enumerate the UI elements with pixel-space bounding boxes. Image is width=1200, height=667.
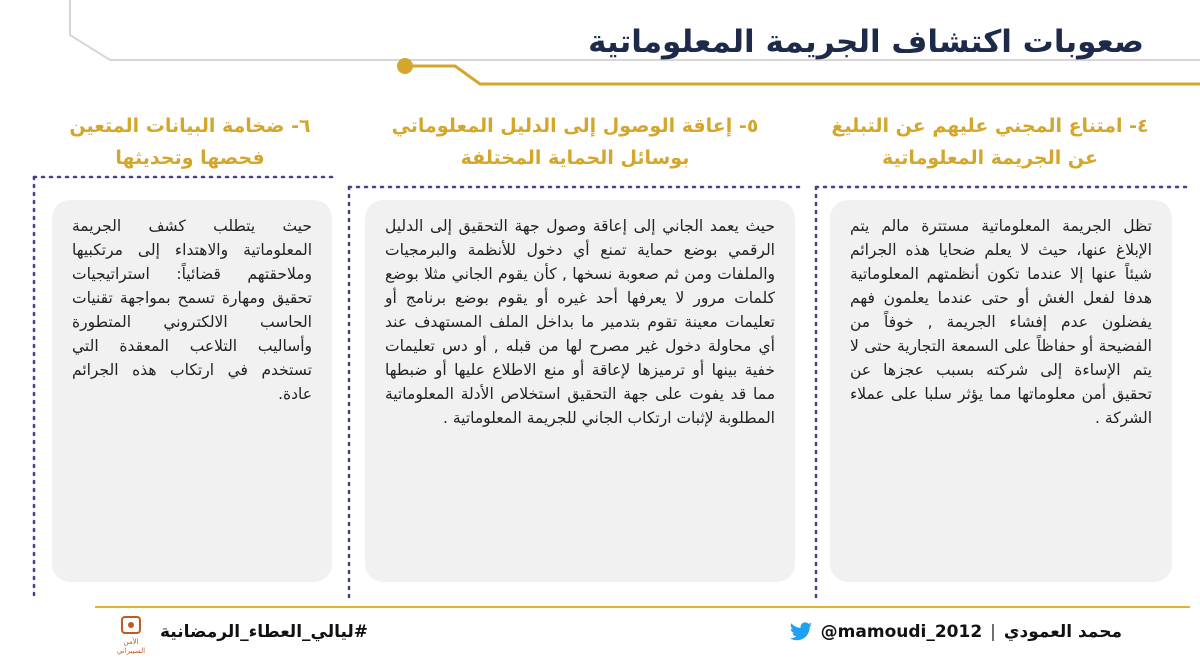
column-6-heading-line2: فحصها وتحديثها (115, 147, 265, 169)
column-5-heading-line2: بوسائل الحماية المختلفة (460, 147, 690, 169)
hashtag: #ليالي_العطاء_الرمضانية (160, 622, 369, 642)
column-5-heading-line1: ٥- إعاقة الوصول إلى الدليل المعلوماتي (391, 115, 759, 137)
column-4-heading-line2: عن الجريمة المعلوماتية (882, 147, 1098, 169)
column-5-card (365, 200, 795, 582)
footer-separator: | (990, 622, 996, 642)
column-5-body: حيث يعمد الجاني إلى إعاقة وصول جهة التحقيق إلى الدليل الرقمي بوضع حماية تمنع أي دخول للأنظمة والبرمجيات والملفات ومن ثم صعوبة نسخها , كأن يقوم الجاني مثلا بوضع كلمات مرور لا يعرفها أحد غيره أو يقوم بوضع برنامج أو تعليمات معينة تقوم بتدمير ما بداخل الملف المستهدف عند أي محاولة دخول غير مصرح لها من قبله , أو دس تعليمات خفية بينها أو ترميزها لإعاقة أو منع الاطلاع عليها أو ضبطها مما قد يفوت على جهة التحقيق استخلاص الأدلة المعلوماتية المطلوبة لإثبات ارتكاب الجاني للجريمة المعلوماتية . (385, 217, 775, 427)
column-4-heading (800, 110, 1180, 174)
column-6-heading (40, 110, 340, 174)
column-6-card (52, 200, 332, 582)
logo-text: الأمن السيبراني (116, 638, 146, 655)
column-6-heading-line1: ٦- ضخامة البيانات المتعين (69, 115, 311, 137)
column-4-body: تظل الجريمة المعلوماتية مستترة مالم يتم الإبلاغ عنها، حيث لا يعلم ضحايا هذه الجرائم شيئاً عنها إلا عندما تكون أنظمتهم المعلوماتية هدفا لفعل الغش أو حتى عندما يعلمون فهم يفضلون عدم إفشاء الجريمة , خوفاً من الفضيحة أو حفاظاً على السمعة التجارية حتى لا يتم الإساءة إلى شركته بسبب عجزها عن تحقيق أمن معلوماتها مما يؤثر سلبا على عملاء الشركة . (850, 217, 1152, 427)
twitter-handle[interactable]: @mamoudi_2012 (820, 622, 983, 642)
column-5-heading (355, 110, 795, 174)
footer-divider (95, 606, 1190, 608)
author-credit (789, 622, 1122, 642)
column-6-body: حيث يتطلب كشف الجريمة المعلوماتية والاهتداء إلى مرتكبيها وملاحقتهم قضائياً: استراتيجيات تحقيق ومهارة تسمح بمواجهة تقنيات الحاسب الالكتروني المتطورة وأساليب التلاعب المعقدة التي تستخدم في ارتكاب هذه الجرائم عادة. (72, 217, 312, 403)
twitter-bird-icon (789, 622, 813, 642)
page-title: صعوبات اكتشاف الجريمة المعلوماتية (588, 24, 1144, 60)
cyber-logo-icon (110, 615, 152, 660)
column-4-card (830, 200, 1172, 582)
author-name: محمد العمودي (1003, 622, 1122, 642)
logo-glyph (120, 615, 142, 635)
column-4-heading-line1: ٤- امتناع المجني عليهم عن التبليغ (831, 115, 1149, 137)
